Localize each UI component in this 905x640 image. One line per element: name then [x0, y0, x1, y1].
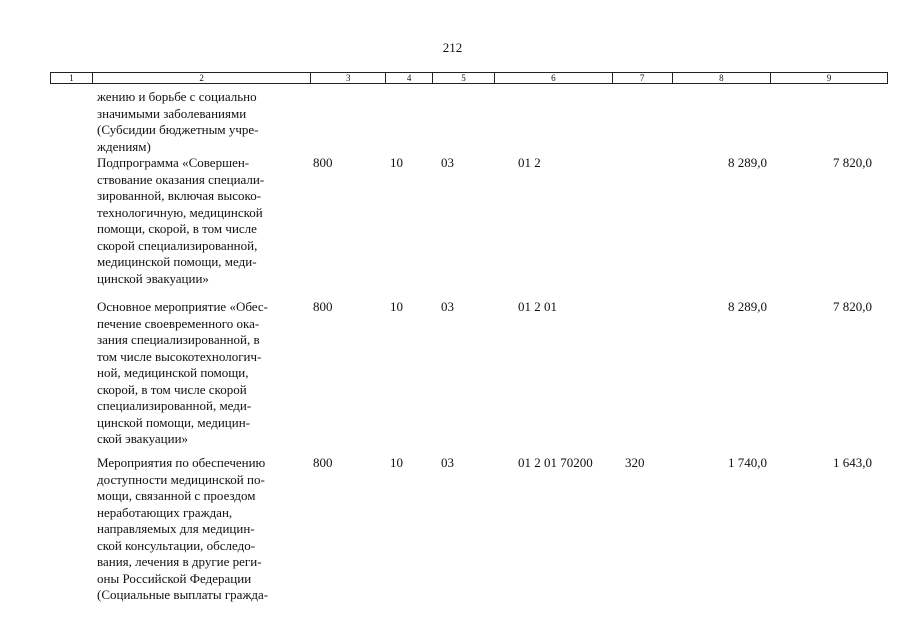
header-col-7: 7	[613, 73, 673, 83]
header-col-9: 9	[826, 73, 832, 83]
description-line: зированной, включая высоко-	[97, 188, 262, 203]
row-description	[97, 155, 307, 287]
row-description	[97, 299, 307, 448]
description-line: специализированной, меди-	[97, 398, 252, 413]
description-line: ствование оказания специали-	[97, 171, 265, 187]
cell-col-3: 800	[313, 299, 333, 314]
description-line: печение своевременного ока-	[97, 315, 260, 331]
description-line: доступности медицинской по-	[97, 471, 265, 487]
cell-col-3: 800	[313, 155, 333, 170]
description-line: значимыми заболеваниями	[97, 105, 247, 121]
description-line: оны Российской Федерации	[97, 570, 252, 586]
description-line: Основное мероприятие «Обес-	[97, 299, 268, 314]
cell-col-8: 8 289,0	[728, 155, 767, 170]
cell-col-9: 1 643,0	[833, 455, 872, 470]
header-col-4: 4	[386, 73, 433, 83]
description-line: ной, медицинской помощи,	[97, 365, 249, 380]
cell-col-9: 7 820,0	[833, 299, 872, 314]
cell-col-5: 03	[441, 299, 454, 314]
description-line: Мероприятия по обеспечению	[97, 455, 266, 470]
description-line: цинской эвакуации»	[97, 270, 209, 286]
description-line: (Социальные выплаты гражда-	[97, 587, 269, 602]
header-col-1: 1	[51, 73, 93, 83]
description-line: скорой специализированной,	[97, 237, 258, 253]
header-col-8: 8	[673, 73, 772, 83]
description-line: медицинской помощи, меди-	[97, 254, 257, 269]
description-line: скорой, в том числе скорой	[97, 381, 247, 397]
description-line: (Субсидии бюджетным учре-	[97, 122, 259, 137]
description-line: жению и борьбе с социально	[97, 89, 257, 104]
description-line: цинской помощи, медицин-	[97, 414, 251, 430]
table-header-row	[50, 72, 888, 84]
description-line: направляемых для медицин-	[97, 521, 255, 536]
description-line: ждениям)	[97, 138, 151, 154]
description-line: Подпрограмма «Совершен-	[97, 155, 250, 170]
cell-col-7: 320	[625, 455, 645, 470]
row-description	[97, 455, 307, 604]
cell-col-4: 10	[390, 155, 403, 170]
row-description	[97, 89, 307, 155]
description-line: технологичную, медицинской	[97, 204, 263, 220]
cell-col-4: 10	[390, 299, 403, 314]
header-col-6: 6	[495, 73, 613, 83]
cell-col-4: 10	[390, 455, 403, 470]
description-line: зания специализированной, в	[97, 332, 260, 347]
cell-col-5: 03	[441, 155, 454, 170]
cell-col-8: 1 740,0	[728, 455, 767, 470]
header-col-2: 2	[93, 73, 311, 83]
cell-col-3: 800	[313, 455, 333, 470]
cell-col-9: 7 820,0	[833, 155, 872, 170]
description-line: неработающих граждан,	[97, 504, 233, 520]
cell-col-6: 01 2 01 70200	[518, 455, 593, 470]
cell-col-5: 03	[441, 455, 454, 470]
description-line: ской эвакуации»	[97, 431, 189, 446]
cell-col-6: 01 2 01	[518, 299, 557, 314]
description-line: помощи, скорой, в том числе	[97, 221, 257, 236]
cell-col-6: 01 2	[518, 155, 541, 170]
page-number: 212	[442, 40, 463, 55]
description-line: вания, лечения в другие реги-	[97, 554, 262, 569]
description-line: ской консультации, обследо-	[97, 537, 256, 553]
header-col-3: 3	[311, 73, 386, 83]
cell-col-8: 8 289,0	[728, 299, 767, 314]
description-line: мощи, связанной с проездом	[97, 488, 256, 503]
header-col-5: 5	[433, 73, 495, 83]
description-line: том числе высокотехнологич-	[97, 348, 262, 364]
